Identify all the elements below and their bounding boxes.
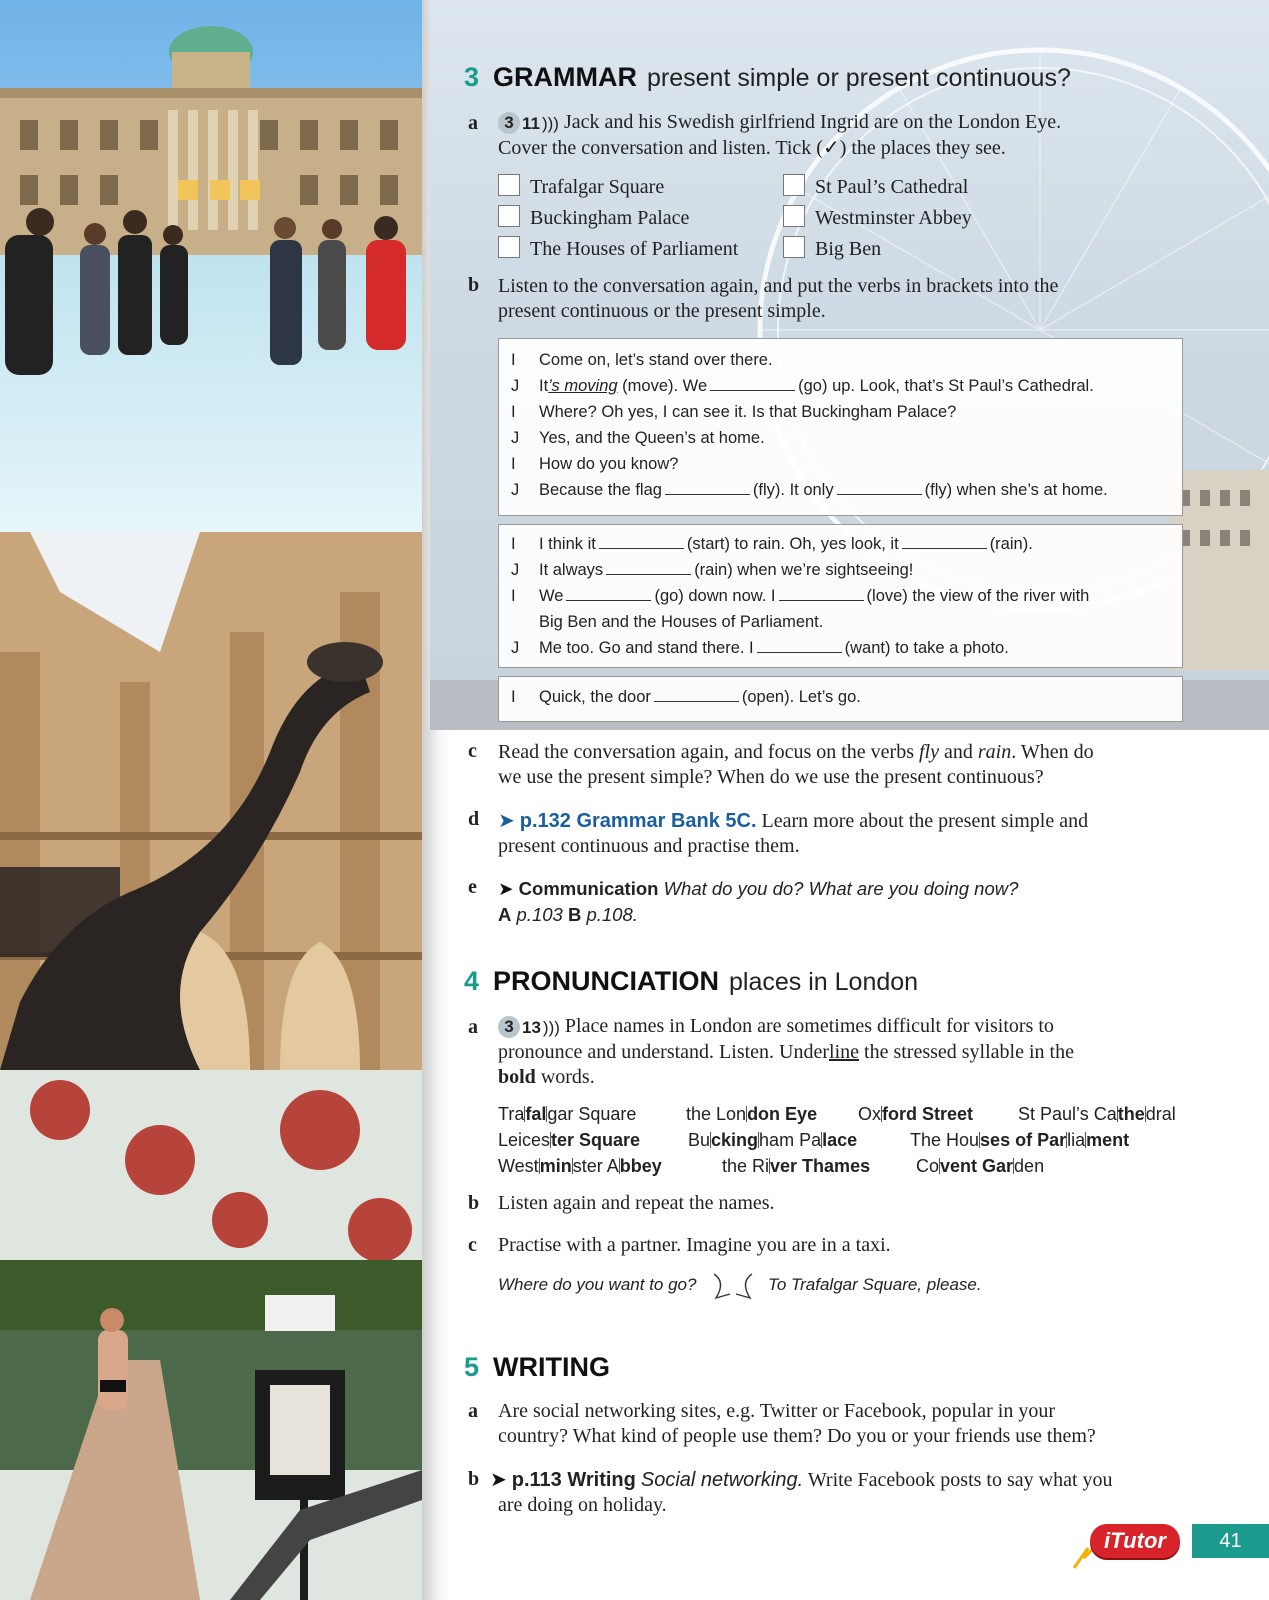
speaker-icon: ))) <box>542 1017 560 1037</box>
pronunciation-heading <box>464 966 918 997</box>
writing-a-letter: a <box>468 1400 478 1422</box>
pron-c-text: Practise with a partner. Imagine you are in a taxi. <box>498 1234 891 1256</box>
place-name: Buckingham Palace <box>688 1130 858 1150</box>
place-name: Covent Garden <box>916 1156 1045 1176</box>
place-name: Leicester Square <box>498 1130 641 1150</box>
audio-button-3-13[interactable]: 3 13 ))) <box>498 1015 560 1040</box>
pron-b-letter: b <box>468 1192 480 1214</box>
grammar-number: 3 <box>464 62 480 92</box>
dialogue-box-3: I Quick, the door (open). Let’s go. <box>498 676 1183 722</box>
place-item[interactable]: Big Ben <box>783 236 881 261</box>
answer-blank[interactable] <box>599 547 684 549</box>
place-item[interactable]: St Paul’s Cathedral <box>783 174 968 199</box>
answer-blank[interactable] <box>654 700 739 702</box>
taxi-question: Where do you want to go? <box>498 1275 697 1294</box>
grammar-title: GRAMMAR <box>493 62 638 92</box>
answer-blank[interactable] <box>757 651 842 653</box>
arrow-right-icon: ➤ <box>498 879 514 900</box>
place-name: The Houses of Parliament <box>910 1130 1130 1150</box>
grammar-e-text: ➤ Communication What do you do? What are you doing now? A p.103 B p.108. <box>498 878 1019 925</box>
grammar-b-letter: b <box>468 274 480 296</box>
answer-blank[interactable] <box>606 573 691 575</box>
checkbox[interactable] <box>783 205 805 227</box>
checkbox[interactable] <box>498 205 520 227</box>
example-answer: ’s moving <box>548 377 618 395</box>
answer-blank[interactable] <box>566 599 651 601</box>
checkbox[interactable] <box>783 236 805 258</box>
audio-button-3-11[interactable]: 3 11 ))) <box>498 111 559 136</box>
taxi-answer: To Trafalgar Square, please. <box>768 1275 982 1294</box>
writing-b-text: ➤ p.113 Writing Social networking. Write Facebook posts to say what you are doing on holiday. <box>490 1467 1113 1516</box>
answer-blank[interactable] <box>710 389 795 391</box>
answer-blank[interactable] <box>902 547 987 549</box>
arrow-right-icon: ➤ <box>498 808 515 832</box>
place-name: Westminster Abbey <box>498 1156 662 1176</box>
place-name: Trafalgar Square <box>498 1104 637 1124</box>
answer-blank[interactable] <box>665 493 750 495</box>
grammar-e-letter: e <box>468 876 477 898</box>
writing-heading <box>464 1352 610 1383</box>
grammar-subtitle: present simple or present continuous? <box>647 64 1071 92</box>
page-number: 41 <box>1192 1524 1269 1558</box>
grammar-d-text: ➤ p.132 Grammar Bank 5C. Learn more about the present simple and present continuous and practise them. <box>498 808 1089 857</box>
place-item[interactable]: Buckingham Palace <box>498 205 689 230</box>
grammar-d-letter: d <box>468 808 480 830</box>
speaker-icon: ))) <box>541 113 559 133</box>
grammar-c-text: Read the conversation again, and focus on the verbs fly and rain. When do we use the present simple? When do we use the present continuous? <box>498 741 1094 788</box>
pronunciation-title: PRONUNCIATION <box>493 966 720 996</box>
place-item[interactable]: The Houses of Parliament <box>498 236 738 261</box>
checkbox[interactable] <box>498 236 520 258</box>
place-item[interactable]: Westminster Abbey <box>783 205 972 230</box>
grammar-a-text: 3 11 ))) Jack and his Swedish girlfriend Ingrid are on the London Eye. Cover the conversation and listen. Tick (✓) the places they see. <box>498 111 1062 159</box>
checkbox[interactable] <box>498 174 520 196</box>
pronunciation-number: 4 <box>464 966 480 996</box>
place-name: St Paul’s Cathedral <box>1018 1104 1176 1124</box>
pronunciation-subtitle: places in London <box>729 968 919 996</box>
communication-link[interactable]: Communication <box>518 878 659 899</box>
writing-a-text: Are social networking sites, e.g. Twitter or Facebook, popular in your country? What kind of people use them? Do you or your friends use them? <box>498 1400 1096 1447</box>
place-name: the London Eye <box>686 1104 818 1124</box>
grammar-bank-link[interactable]: p.132 Grammar Bank 5C. <box>519 810 757 832</box>
grammar-heading <box>464 62 1071 93</box>
writing-title: WRITING <box>493 1352 611 1382</box>
grammar-b-text: Listen to the conversation again, and put the verbs in brackets into the present continuous or the present simple. <box>498 275 1059 322</box>
dialogue-box-1: I Come on, let’s stand over there. J It’s moving (move). We (go) up. Look, that’s St Paul’s Cathedral. I Where? Oh yes, I can see it. Is that Buckingham Palace? J Yes, and the Queen’s at home. I How do you know? J Because the flag (fly). It only (fly) when she’s at home. <box>498 338 1183 516</box>
dialogue-box-2: I I think it (start) to rain. Oh, yes look, it (rain). J It always (rain) when we’re sightseeing! I We (go) down now. I (love) the view of the river with Big Ben and the Houses of Parliament. J Me too. Go and stand there. I (want) to take a photo. <box>498 524 1183 668</box>
pron-a-letter: a <box>468 1016 478 1038</box>
answer-blank[interactable] <box>837 493 922 495</box>
writing-bank-link[interactable]: p.113 Writing <box>511 1469 636 1491</box>
grammar-a-letter: a <box>468 112 478 134</box>
itutor-logo[interactable]: iTutor <box>1090 1524 1180 1558</box>
pron-b-text: Listen again and repeat the names. <box>498 1192 775 1214</box>
place-name: the River Thames <box>722 1156 871 1176</box>
answer-blank[interactable] <box>779 599 864 601</box>
arrow-right-icon: ➤ <box>490 1467 507 1491</box>
writing-number: 5 <box>464 1352 480 1382</box>
grammar-c-letter: c <box>468 740 477 762</box>
place-item[interactable]: Trafalgar Square <box>498 174 664 199</box>
pron-c-letter: c <box>468 1234 477 1256</box>
writing-b-letter: b <box>468 1468 480 1490</box>
checkbox[interactable] <box>783 174 805 196</box>
place-name: Oxford Street <box>858 1104 974 1124</box>
pron-a-text: 3 13 ))) Place names in London are sometimes difficult for visitors to pronounce and understand. Listen. Underline the stressed syllable in the bold words. <box>498 1015 1074 1088</box>
